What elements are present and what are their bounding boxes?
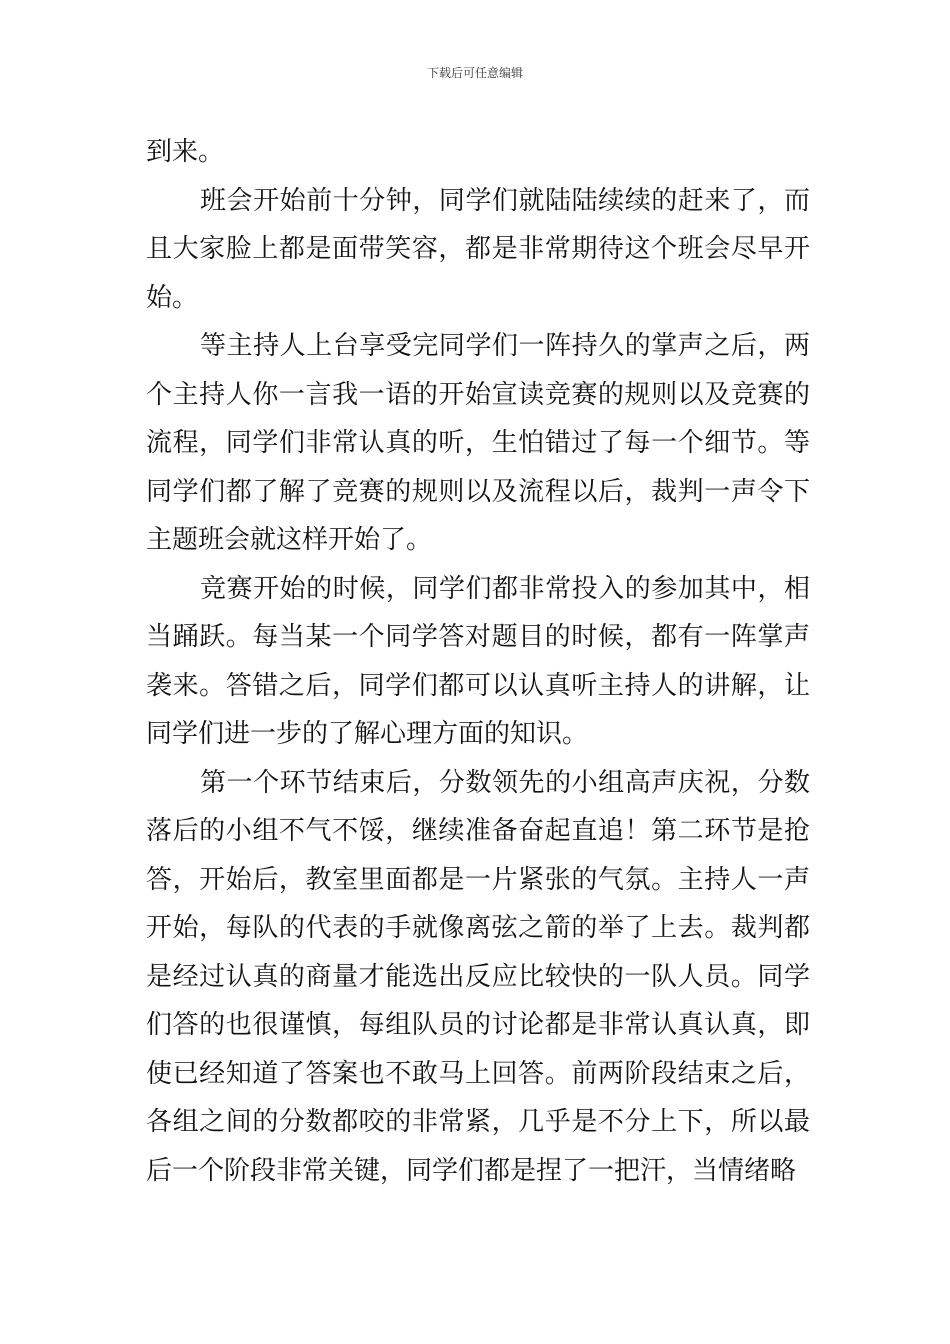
paragraph: 第一个环节结束后，分数领先的小组高声庆祝，分数落后的小组不气不馁，继续准备奋起直追！第二环节是抢答，开始后，教室里面都是一片紧张的气氛。主持人一声开始，每队的代表的手就像离弦之箭的举了上去。裁判都是经过认真的商量才能选出反应比较快的一队人员。同学们答的也很谨慎，每组队员的讨论都是非常认真认真，即使已经知道了答案也不敢马上回答。前两阶段结束之后，各组之间的分数都咬的非常紧，几乎是不分上下，所以最后一个阶段非常关键，同学们都是捏了一把汗，当情绪略 — [146, 767, 810, 1186]
paragraph: 竞赛开始的时候，同学们都非常投入的参加其中，相当踊跃。每当某一个同学答对题目的时候，都有一阵掌声袭来。答错之后，同学们都可以认真听主持人的讲解，让同学们进一步的了解心理方面的知识。 — [146, 573, 810, 749]
document-body — [146, 128, 810, 1195]
paragraph: 等主持人上台享受完同学们一阵持久的掌声之后，两个主持人你一言我一语的开始宣读竞赛的规则以及竞赛的流程，同学们非常认真的听，生怕错过了每一个细节。等同学们都了解了竞赛的规则以及流程以后，裁判一声令下主题班会就这样开始了。 — [146, 331, 810, 555]
page-header: 下载后可任意编辑 — [426, 66, 523, 80]
paragraph-continuation: 到来。 — [146, 137, 225, 167]
paragraph: 班会开始前十分钟，同学们就陆陆续续的赶来了，而且大家脸上都是面带笑容，都是非常期待这个班会尽早开始。 — [146, 185, 810, 313]
